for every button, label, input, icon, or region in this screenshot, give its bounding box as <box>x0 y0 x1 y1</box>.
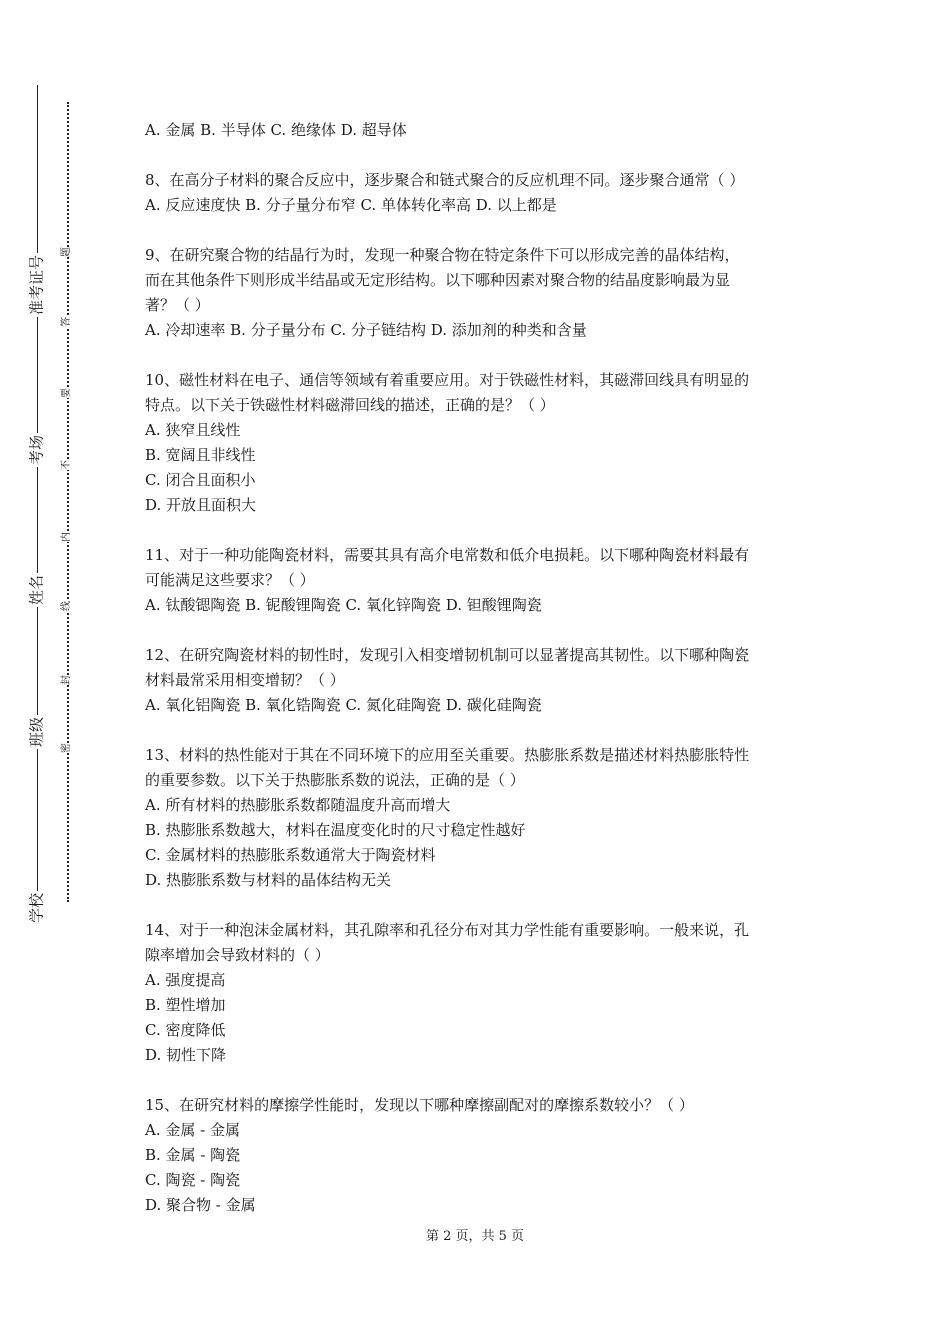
question-stem: 11、对于一种功能陶瓷材料，需要其具有高介电常数和低介电损耗。以下哪种陶瓷材料最有 <box>145 546 750 564</box>
question-stem: 特点。以下关于铁磁性材料磁滞回线的描述，正确的是？（ ） <box>145 396 555 414</box>
option-a: A. 强度提高 <box>145 971 226 989</box>
question-stem: 而在其他条件下则形成半结晶或无定形结构。以下哪种因素对聚合物的结晶度影响最为显 <box>145 271 731 289</box>
option-a: A. 所有材料的热膨胀系数都随温度升高而增大 <box>145 796 451 814</box>
seal-char: 密 <box>61 743 72 753</box>
option-c: C. 密度降低 <box>145 1021 226 1039</box>
question-stem: 9、在研究聚合物的结晶行为时，发现一种聚合物在特定条件下可以形成完善的晶体结构， <box>145 246 740 264</box>
option-b: B. 宽阔且非线性 <box>145 446 256 464</box>
option-d: D. 韧性下降 <box>145 1046 227 1064</box>
option-a: A. 狭窄且线性 <box>145 421 241 439</box>
exam-room-label: 考场 <box>27 434 46 466</box>
question-stem: 15、在研究材料的摩擦学性能时，发现以下哪种摩擦副配对的摩擦系数较小？（ ） <box>145 1096 694 1114</box>
name-label: 姓名 <box>27 574 46 606</box>
binding-margin <box>0 0 120 1344</box>
option-d: D. 热膨胀系数与材料的晶体结构无关 <box>145 871 392 889</box>
question-13 <box>145 743 813 893</box>
seal-char: 要 <box>61 388 72 398</box>
option-b: B. 金属 - 陶瓷 <box>145 1146 241 1164</box>
seal-char: 答 <box>61 317 72 327</box>
option-c: C. 闭合且面积小 <box>145 471 256 489</box>
option-line: A. 钛酸锶陶瓷 B. 铌酸锂陶瓷 C. 氧化锌陶瓷 D. 钽酸锂陶瓷 <box>145 596 542 614</box>
question-stem: 著？（ ） <box>145 296 210 314</box>
question-11 <box>145 543 813 618</box>
seal-char: 题 <box>61 247 72 257</box>
question-stem: 的重要参数。以下关于热膨胀系数的说法，正确的是（ ） <box>145 771 525 789</box>
school-label: 学校 <box>27 892 46 924</box>
question-stem: 材料最常采用相变增韧？（ ） <box>145 671 345 689</box>
option-line: A. 氧化铝陶瓷 B. 氧化锆陶瓷 C. 氮化硅陶瓷 D. 碳化硅陶瓷 <box>145 696 542 714</box>
question-7-continuation <box>145 118 813 143</box>
question-8 <box>145 168 813 218</box>
question-stem: 10、磁性材料在电子、通信等领域有着重要应用。对于铁磁性材料，其磁滞回线具有明显的 <box>145 371 750 389</box>
seal-char: 线 <box>61 601 72 611</box>
option-d: D. 开放且面积大 <box>145 496 257 514</box>
question-stem: 13、材料的热性能对于其在不同环境下的应用至关重要。热膨胀系数是描述材料热膨胀特性 <box>145 746 750 764</box>
question-list <box>145 118 813 1243</box>
question-9 <box>145 243 813 343</box>
option-d: D. 聚合物 - 金属 <box>145 1196 256 1214</box>
question-12 <box>145 643 813 718</box>
question-stem: 可能满足这些要求？（ ） <box>145 571 315 589</box>
exam-number-label: 准考证号 <box>27 254 46 316</box>
question-stem: 12、在研究陶瓷材料的韧性时，发现引入相变增韧机制可以显著提高其韧性。以下哪种陶瓷 <box>145 646 750 664</box>
seal-char: 不 <box>61 460 72 470</box>
option-b: B. 热膨胀系数越大，材料在温度变化时的尺寸稳定性越好 <box>145 821 526 839</box>
option-c: C. 陶瓷 - 陶瓷 <box>145 1171 241 1189</box>
option-c: C. 金属材料的热膨胀系数通常大于陶瓷材料 <box>145 846 436 864</box>
option-a: A. 金属 - 金属 <box>145 1121 240 1139</box>
binding-solid-line <box>37 85 38 925</box>
page-number: 第 2 页，共 5 页 <box>425 1229 525 1244</box>
seal-dotted-line <box>67 102 69 902</box>
class-label: 班级 <box>27 716 46 748</box>
seal-char: 封 <box>61 675 72 685</box>
question-stem: 隙率增加会导致材料的（ ） <box>145 946 330 964</box>
question-stem: 8、在高分子材料的聚合反应中，逐步聚合和链式聚合的反应机理不同。逐步聚合通常（ ） <box>145 171 745 189</box>
option-b: B. 塑性增加 <box>145 996 226 1014</box>
question-10 <box>145 368 813 518</box>
option-line: A. 反应速度快 B. 分子量分布窄 C. 单体转化率高 D. 以上都是 <box>145 196 557 214</box>
question-15 <box>145 1093 813 1218</box>
seal-char: 内 <box>61 532 72 542</box>
option-line: A. 金属 B. 半导体 C. 绝缘体 D. 超导体 <box>145 121 407 139</box>
option-line: A. 冷却速率 B. 分子量分布 C. 分子链结构 D. 添加剂的种类和含量 <box>145 321 587 339</box>
question-stem: 14、对于一种泡沫金属材料，其孔隙率和孔径分布对其力学性能有重要影响。一般来说，孔 <box>145 921 750 939</box>
question-14 <box>145 918 813 1068</box>
